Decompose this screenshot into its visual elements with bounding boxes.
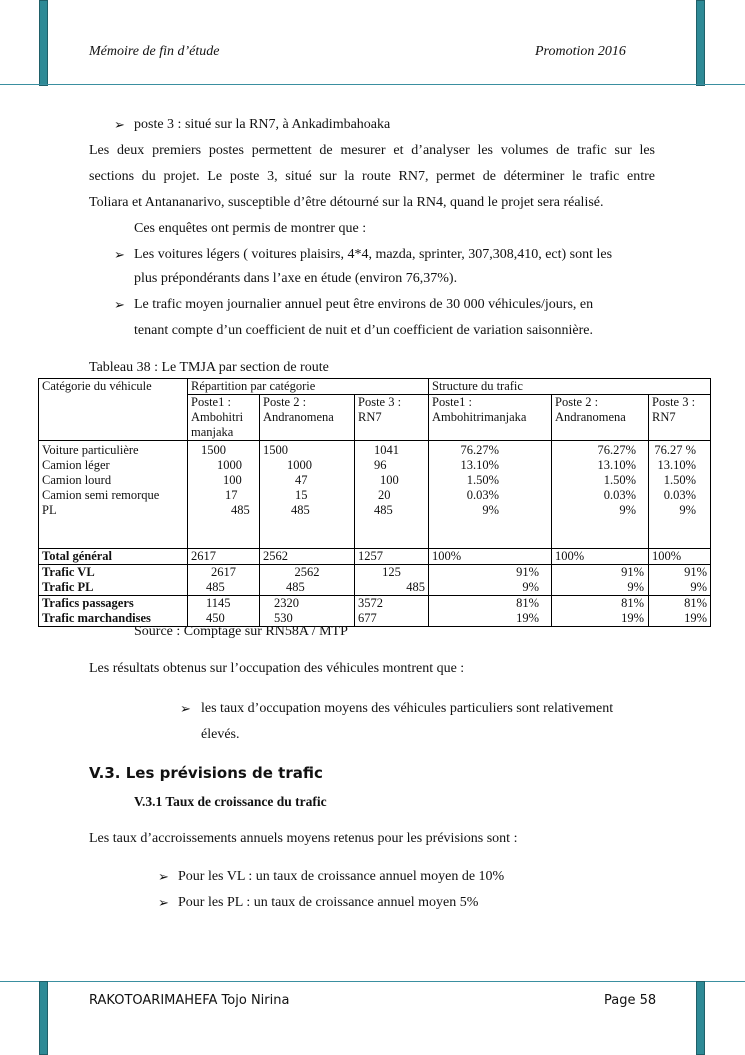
header-category: Catégorie du véhicule [39, 379, 188, 441]
subheader-poste1: Poste1 : Ambohitri manjaka [188, 395, 260, 441]
subheader-structure-poste2: Poste 2 : Andranomena [552, 395, 649, 441]
footer-bar-right [696, 981, 705, 1055]
table-cell: Camion lourd [42, 473, 112, 487]
bullet-arrow-icon: ➢ [158, 895, 169, 910]
table-cell: 91% [429, 565, 552, 581]
table-cell: 81% [649, 596, 711, 612]
table-cell: 100 [223, 473, 242, 487]
table-cell: Trafics passagers [39, 596, 188, 612]
bullet-arrow-icon: ➢ [114, 247, 125, 262]
table-cell: 9% [552, 580, 649, 596]
table-cell: 81% [429, 596, 552, 612]
header-title: Mémoire de fin d’étude [89, 44, 220, 59]
table-cell: 2320 [260, 596, 355, 612]
table-cell: Trafic VL [39, 565, 188, 581]
bullet-arrow-icon: ➢ [114, 297, 125, 312]
footer-page: Page 58 [604, 993, 657, 1008]
table-cell: Camion léger [42, 458, 110, 472]
table-cell: 1.50% [466, 473, 499, 487]
data-col-poste2 [260, 441, 355, 549]
header-rule [0, 84, 745, 85]
table-cell: 91% [649, 565, 711, 581]
data-col-poste1 [188, 441, 260, 549]
table-cell: 485 [231, 503, 250, 517]
table-cell: 100% [552, 549, 649, 565]
table-cell: 0.03% [603, 488, 636, 502]
table-cell: 100% [649, 549, 711, 565]
table-cell: Camion semi remorque [42, 488, 160, 502]
table-cell: PL [42, 503, 57, 517]
table-cell: 17 [225, 488, 238, 502]
footer-author: RAKOTOARIMAHEFA Tojo Nirina [89, 993, 290, 1008]
table-total-row [39, 549, 711, 565]
tmja-table [38, 378, 711, 627]
table-cell: Trafic marchandises [39, 611, 188, 627]
occupation-line: les taux d’occupation moyens des véhicules particuliers sont relativement [201, 701, 614, 716]
table-row [39, 596, 711, 612]
table-cell: 450 [188, 611, 260, 627]
bullet-arrow-icon: ➢ [180, 701, 191, 716]
table-cell: 91% [552, 565, 649, 581]
table-cell: 1500 [201, 443, 226, 457]
table-cell: 96 [374, 458, 387, 472]
table-cell: 1000 [217, 458, 242, 472]
bullet-arrow-icon: ➢ [114, 117, 125, 132]
table-caption: Tableau 38 : Le TMJA par section de route [89, 360, 329, 375]
table-cell: 13.10% [597, 458, 636, 472]
subheader-poste2: Poste 2 : Andranomena [260, 395, 355, 441]
table-cell: 1.50% [603, 473, 636, 487]
table-cell: 3572 [355, 596, 429, 612]
table-cell: Voiture particulière [42, 443, 139, 457]
results-intro: Les résultats obtenus sur l’occupation des véhicules montrent que : [89, 661, 465, 676]
rate-item: Pour les PL : un taux de croissance annuel moyen 5% [178, 895, 479, 910]
subheader-structure-poste1: Poste1 : Ambohitrimanjaka [429, 395, 552, 441]
enquetes-intro: Ces enquêtes ont permis de montrer que : [134, 221, 367, 236]
table-cell: 19% [649, 611, 711, 627]
table-cell: 9% [649, 580, 711, 596]
table-cell: 2617 [188, 565, 260, 581]
paragraph-line: sections du projet. Le poste 3, situé sur la route RN7, permet de déterminer le trafic entre [89, 169, 655, 184]
table-row [39, 565, 711, 581]
section-title: V.3. Les prévisions de trafic [89, 764, 323, 782]
table-cell: 2562 [260, 565, 355, 581]
table-cell: 1000 [287, 458, 312, 472]
table-cell: 100% [429, 549, 552, 565]
table-cell: 9% [679, 503, 697, 517]
table-cell: 81% [552, 596, 649, 612]
finding-line: Les voitures légers ( voitures plaisirs, 4*4, mazda, sprinter, 307,308,410, ect) sont les [134, 247, 613, 262]
table-cell: 0.03% [466, 488, 499, 502]
subheader-poste3: Poste 3 : RN7 [355, 395, 429, 441]
table-cell: 485 [355, 580, 429, 596]
table-cell: 485 [188, 580, 260, 596]
table-cell: 1500 [263, 443, 288, 457]
table-cell: 125 [355, 565, 429, 581]
table-cell: 47 [295, 473, 308, 487]
data-col-structure2 [552, 441, 649, 549]
paragraph-line: Toliara et Antananarivo, susceptible d’être détourné sur la RN4, quand le projet sera réalisé. [89, 195, 604, 210]
table-cell: 485 [260, 580, 355, 596]
poste3-text: poste 3 : situé sur la RN7, à Ankadimbahoaka [134, 117, 391, 132]
table-source: Source : Comptage sur RN58A / MTP [134, 624, 348, 639]
finding-line: plus prépondérants dans l’axe en étude (environ 76,37%). [134, 271, 458, 286]
table-cell: 15 [295, 488, 308, 502]
table-cell: 13.10% [460, 458, 499, 472]
data-col-category [39, 441, 188, 549]
table-cell: 485 [291, 503, 310, 517]
table-data-block [39, 441, 711, 549]
table-cell: 485 [374, 503, 393, 517]
table-cell: 100 [380, 473, 399, 487]
table-row [39, 580, 711, 596]
paragraph-line: Les deux premiers postes permettent de mesurer et d’analyser les volumes de trafic sur les [89, 143, 655, 158]
table-cell: 0.03% [663, 488, 697, 502]
table-cell: 76.27% [460, 443, 499, 457]
table-cell: 20 [378, 488, 391, 502]
table-cell: 1041 [374, 443, 399, 457]
table-cell: 19% [429, 611, 552, 627]
rate-item: Pour les VL : un taux de croissance annuel moyen de 10% [178, 869, 505, 884]
table-cell: 9% [619, 503, 636, 517]
header-repartition: Répartition par catégorie [188, 379, 429, 395]
table-cell: 530 [260, 611, 355, 627]
table-cell: 13.10% [657, 458, 697, 472]
subsection-title: V.3.1 Taux de croissance du trafic [134, 794, 327, 809]
table-cell: 1.50% [663, 473, 697, 487]
rates-intro: Les taux d’accroissements annuels moyens retenus pour les prévisions sont : [89, 831, 518, 846]
table-cell: 76.27 % [654, 443, 697, 457]
table-cell: 2562 [260, 549, 355, 565]
footer-rule [0, 981, 745, 982]
table-cell: 677 [355, 611, 429, 627]
finding-line: Le trafic moyen journalier annuel peut être environs de 30 000 véhicules/jours, en [134, 297, 594, 312]
header-structure: Structure du trafic [429, 379, 711, 395]
table-cell: 76.27% [597, 443, 636, 457]
header-bar-right [696, 0, 705, 86]
data-col-structure3 [649, 441, 711, 549]
footer-bar-left [39, 981, 48, 1055]
table-cell: 2617 [188, 549, 260, 565]
table-cell: 19% [552, 611, 649, 627]
occupation-line: élevés. [201, 727, 240, 742]
bullet-arrow-icon: ➢ [158, 869, 169, 884]
finding-line: tenant compte d’un coefficient de nuit et d’un coefficient de variation saisonnière. [134, 323, 593, 338]
data-col-poste3 [355, 441, 429, 549]
table-cell: 1145 [188, 596, 260, 612]
table-cell: 9% [429, 580, 552, 596]
subheader-structure-poste3: Poste 3 : RN7 [649, 395, 711, 441]
data-col-structure1 [429, 441, 552, 549]
table-cell: Total général [39, 549, 188, 565]
table-cell: 1257 [355, 549, 429, 565]
header-promotion: Promotion 2016 [535, 44, 626, 59]
header-bar-left [39, 0, 48, 86]
table-cell: 9% [482, 503, 499, 517]
table-cell: Trafic PL [39, 580, 188, 596]
table-header-row [39, 379, 711, 395]
